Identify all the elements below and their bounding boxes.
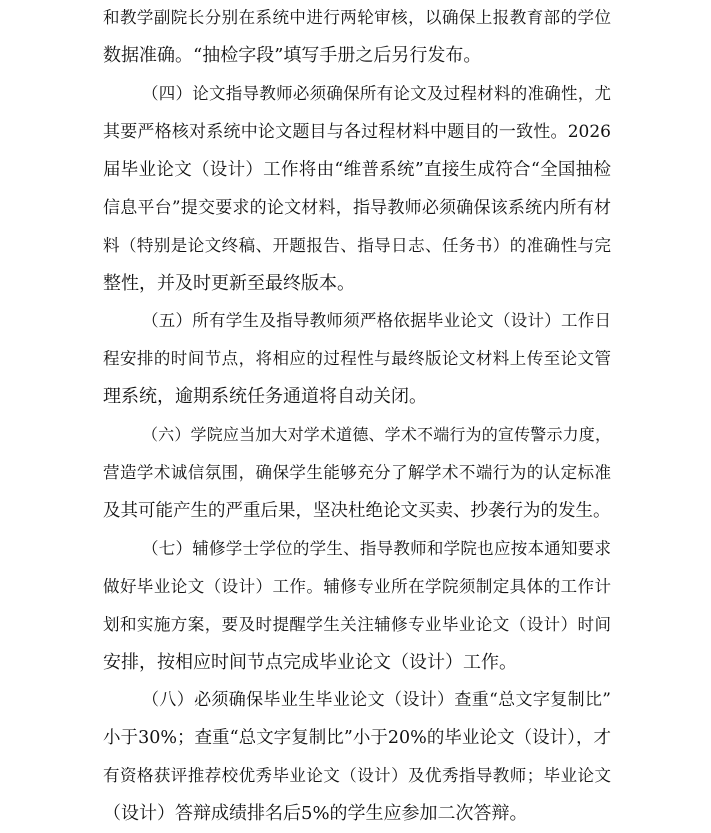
paragraph-line: 信息平台”提交要求的论文材料，指导教师必须确保该系统内所有材: [103, 198, 611, 218]
paragraph-line: 划和实施方案，要及时提醒学生关注辅修专业毕业论文（设计）时间: [103, 615, 611, 634]
paragraph-line: （设计）答辩成绩排名后5%的学生应参加二次答辩。: [103, 803, 528, 824]
paragraph-line: 料（特别是论文终稿、开题报告、指导日志、任务书）的准确性与完: [103, 236, 611, 255]
paragraph-line: （六）学院应当加大对学术道德、学术不端行为的宣传警示力度，: [142, 425, 611, 444]
paragraph-line: （五）所有学生及指导教师须严格依据毕业论文（设计）工作日: [142, 311, 611, 330]
paragraph-line: 有资格获评推荐校优秀毕业论文（设计）及优秀指导教师；毕业论文: [103, 766, 611, 785]
paragraph-line: 理系统，逾期系统任务通道将自动关闭。: [103, 386, 427, 407]
paragraph-line: 程安排的时间节点，将相应的过程性与最终版论文材料上传至论文管: [103, 349, 611, 368]
paragraph-line: （四）论文指导教师必须确保所有论文及过程材料的准确性，尤: [142, 84, 611, 103]
paragraph-line: 其要严格核对系统中论文题目与各过程材料中题目的一致性。2026: [103, 122, 611, 142]
paragraph-line: 做好毕业论文（设计）工作。辅修专业所在学院须制定具体的工作计: [103, 577, 611, 596]
paragraph-line: 和教学副院长分别在系统中进行两轮审核，以确保上报教育部的学位: [103, 8, 611, 27]
paragraph-line: 营造学术诚信氛围，确保学生能够充分了解学术不端行为的认定标准: [103, 463, 611, 482]
paragraph-line: 及其可能产生的严重后果，坚决杜绝论文买卖、抄袭行为的发生。: [103, 501, 611, 521]
paragraph-line: 整性，并及时更新至最终版本。: [103, 273, 355, 294]
paragraph-line: 数据准确。“抽检字段”填写手册之后另行发布。: [103, 45, 482, 66]
paragraph-line: （八）必须确保毕业生毕业论文（设计）查重“总文字复制比”: [142, 690, 611, 710]
paragraph-line: 届毕业论文（设计）工作将由“维普系统”直接生成符合“全国抽检: [103, 160, 611, 180]
paragraph-line: （七）辅修学士学位的学生、指导教师和学院也应按本通知要求: [142, 539, 611, 558]
paragraph-line: 小于30%；查重“总文字复制比”小于20%的毕业论文（设计），才: [103, 728, 611, 748]
paragraph-line: 安排，按相应时间节点完成毕业论文（设计）工作。: [103, 652, 517, 673]
